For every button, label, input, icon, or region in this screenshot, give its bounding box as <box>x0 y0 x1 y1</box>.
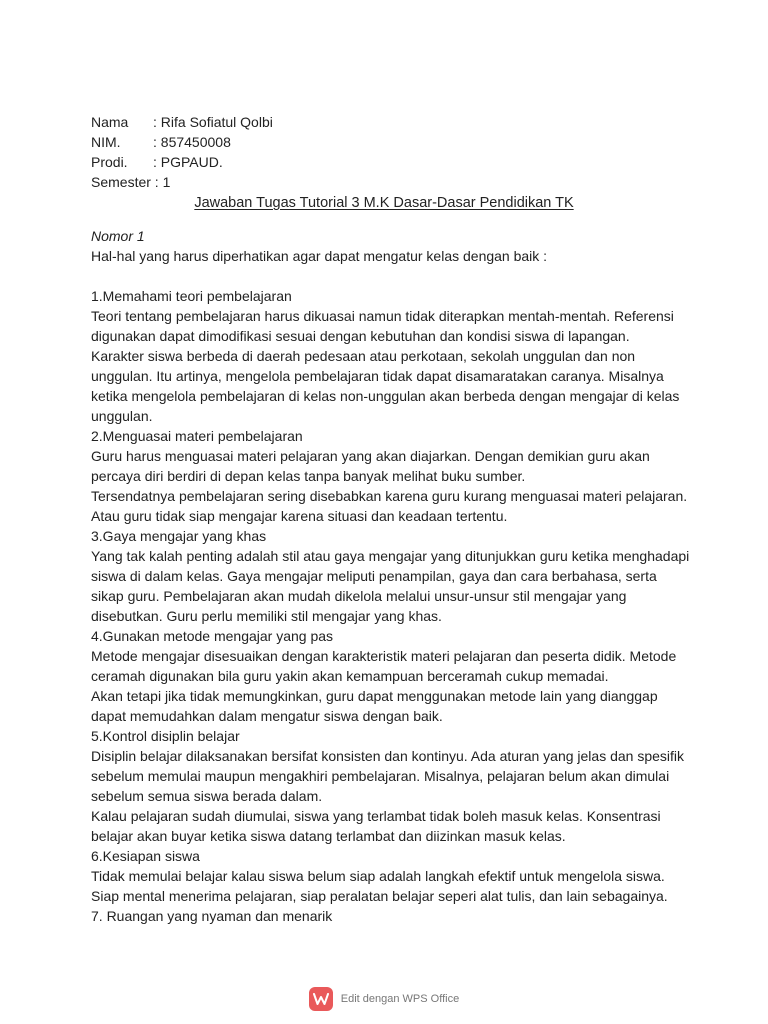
body-line: unggulan. Itu artinya, mengelola pembelajaran tidak dapat disamaratakan caranya. Misalnya <box>91 368 664 384</box>
body-line: 3.Gaya mengajar yang khas <box>91 528 267 544</box>
body-lines <box>91 286 691 926</box>
student-info <box>91 112 691 192</box>
body-line: Atau guru tidak siap mengajar karena situasi dan keadaan tertentu. <box>91 508 508 524</box>
body-line: siswa di dalam kelas. Gaya mengajar meliputi penampilan, gaya dan cara berbahasa, serta <box>91 568 657 584</box>
nim-value: : 857450008 <box>153 134 231 150</box>
body-line: ceramah digunakan bila guru yakin akan kemampuan berceramah cukup memadai. <box>91 668 609 684</box>
nim-row <box>91 132 691 152</box>
section-label: Nomor 1 <box>91 228 145 244</box>
document-body <box>91 226 691 926</box>
body-line: Metode mengajar disesuaikan dengan karakteristik materi pelajaran dan peserta didik. Metode <box>91 648 677 664</box>
wps-footer[interactable] <box>0 984 768 1014</box>
prodi-value: : PGPAUD. <box>153 154 223 170</box>
document-title <box>0 193 768 213</box>
body-line: Kalau pelajaran sudah diumulai, siswa yang terlambat tidak boleh masuk kelas. Konsentrasi <box>91 808 661 824</box>
body-line: Disiplin belajar dilaksanakan bersifat konsisten dan kontinyu. Ada aturan yang jelas dan spesifik <box>91 748 685 764</box>
blank-line <box>91 266 691 286</box>
body-line: sikap guru. Pembelajaran akan mudah dikelola melalui unsur-unsur stil mengajar yang <box>91 588 627 604</box>
body-line: 7. Ruangan yang nyaman dan menarik <box>91 908 333 924</box>
nama-row <box>91 112 691 132</box>
body-line: 4.Gunakan metode mengajar yang pas <box>91 628 334 644</box>
body-line: Guru harus menguasai materi pelajaran yang akan diajarkan. Dengan demikian guru akan <box>91 448 650 464</box>
body-line: unggulan. <box>91 408 153 424</box>
body-line: Akan tetapi jika tidak memungkinkan, guru dapat menggunakan metode lain yang dianggap <box>91 688 658 704</box>
body-line: Siap mental menerima pelajaran, siap peralatan belajar seperi alat tulis, dan lain sebagainya. <box>91 888 668 904</box>
body-line: ketika mengelola pembelajaran di kelas non-unggulan akan berbeda dengan mengajar di kelas <box>91 388 680 404</box>
nim-label: NIM. <box>91 134 121 150</box>
body-line: digunakan dapat dimodifikasi sesuai dengan kebutuhan dan kondisi siswa di lapangan. <box>91 328 630 344</box>
semester-text: Semester : 1 <box>91 174 171 190</box>
body-line: 5.Kontrol disiplin belajar <box>91 728 240 744</box>
body-line: Tidak memulai belajar kalau siswa belum siap adalah langkah efektif untuk mengelola siswa. <box>91 868 665 884</box>
body-line: disebutkan. Guru perlu memiliki stil mengajar yang khas. <box>91 608 442 624</box>
prodi-label: Prodi. <box>91 154 128 170</box>
intro-text: Hal-hal yang harus diperhatikan agar dapat mengatur kelas dengan baik : <box>91 248 548 264</box>
body-line: sebelum semua siswa berada dalam. <box>91 788 323 804</box>
body-line: 6.Kesiapan siswa <box>91 848 200 864</box>
body-line: Teori tentang pembelajaran harus dikuasai namun tidak diterapkan mentah-mentah. Referensi <box>91 308 674 324</box>
body-line: Tersendatnya pembelajaran sering disebabkan karena guru kurang menguasai materi pelajaran. <box>91 488 688 504</box>
body-line: Yang tak kalah penting adalah stil atau gaya mengajar yang ditunjukkan guru ketika menghadapi <box>91 548 690 564</box>
body-line: dapat memudahkan dalam mengatur siswa dengan baik. <box>91 708 443 724</box>
body-line: sebelum memulai maupun mengakhiri pembelajaran. Misalnya, pelajaran belum akan dimulai <box>91 768 670 784</box>
prodi-row <box>91 152 691 172</box>
nama-label: Nama <box>91 114 129 130</box>
nama-value: : Rifa Sofiatul Qolbi <box>153 114 273 130</box>
body-line: 2.Menguasai materi pembelajaran <box>91 428 303 444</box>
body-line: 1.Memahami teori pembelajaran <box>91 288 292 304</box>
wps-footer-text: Edit dengan WPS Office <box>340 993 460 1005</box>
body-line: percaya diri berdiri di depan kelas tanpa banyak melihat buku sumber. <box>91 468 526 484</box>
body-line: belajar akan buyar ketika siswa datang terlambat dan diizinkan masuk kelas. <box>91 828 566 844</box>
semester-row <box>91 172 691 192</box>
document-title-text: Jawaban Tugas Tutorial 3 M.K Dasar-Dasar Pendidikan TK <box>194 195 574 211</box>
body-line: Karakter siswa berbeda di daerah pedesaan atau perkotaan, sekolah unggulan dan non <box>91 348 636 364</box>
wps-office-icon <box>309 987 333 1011</box>
